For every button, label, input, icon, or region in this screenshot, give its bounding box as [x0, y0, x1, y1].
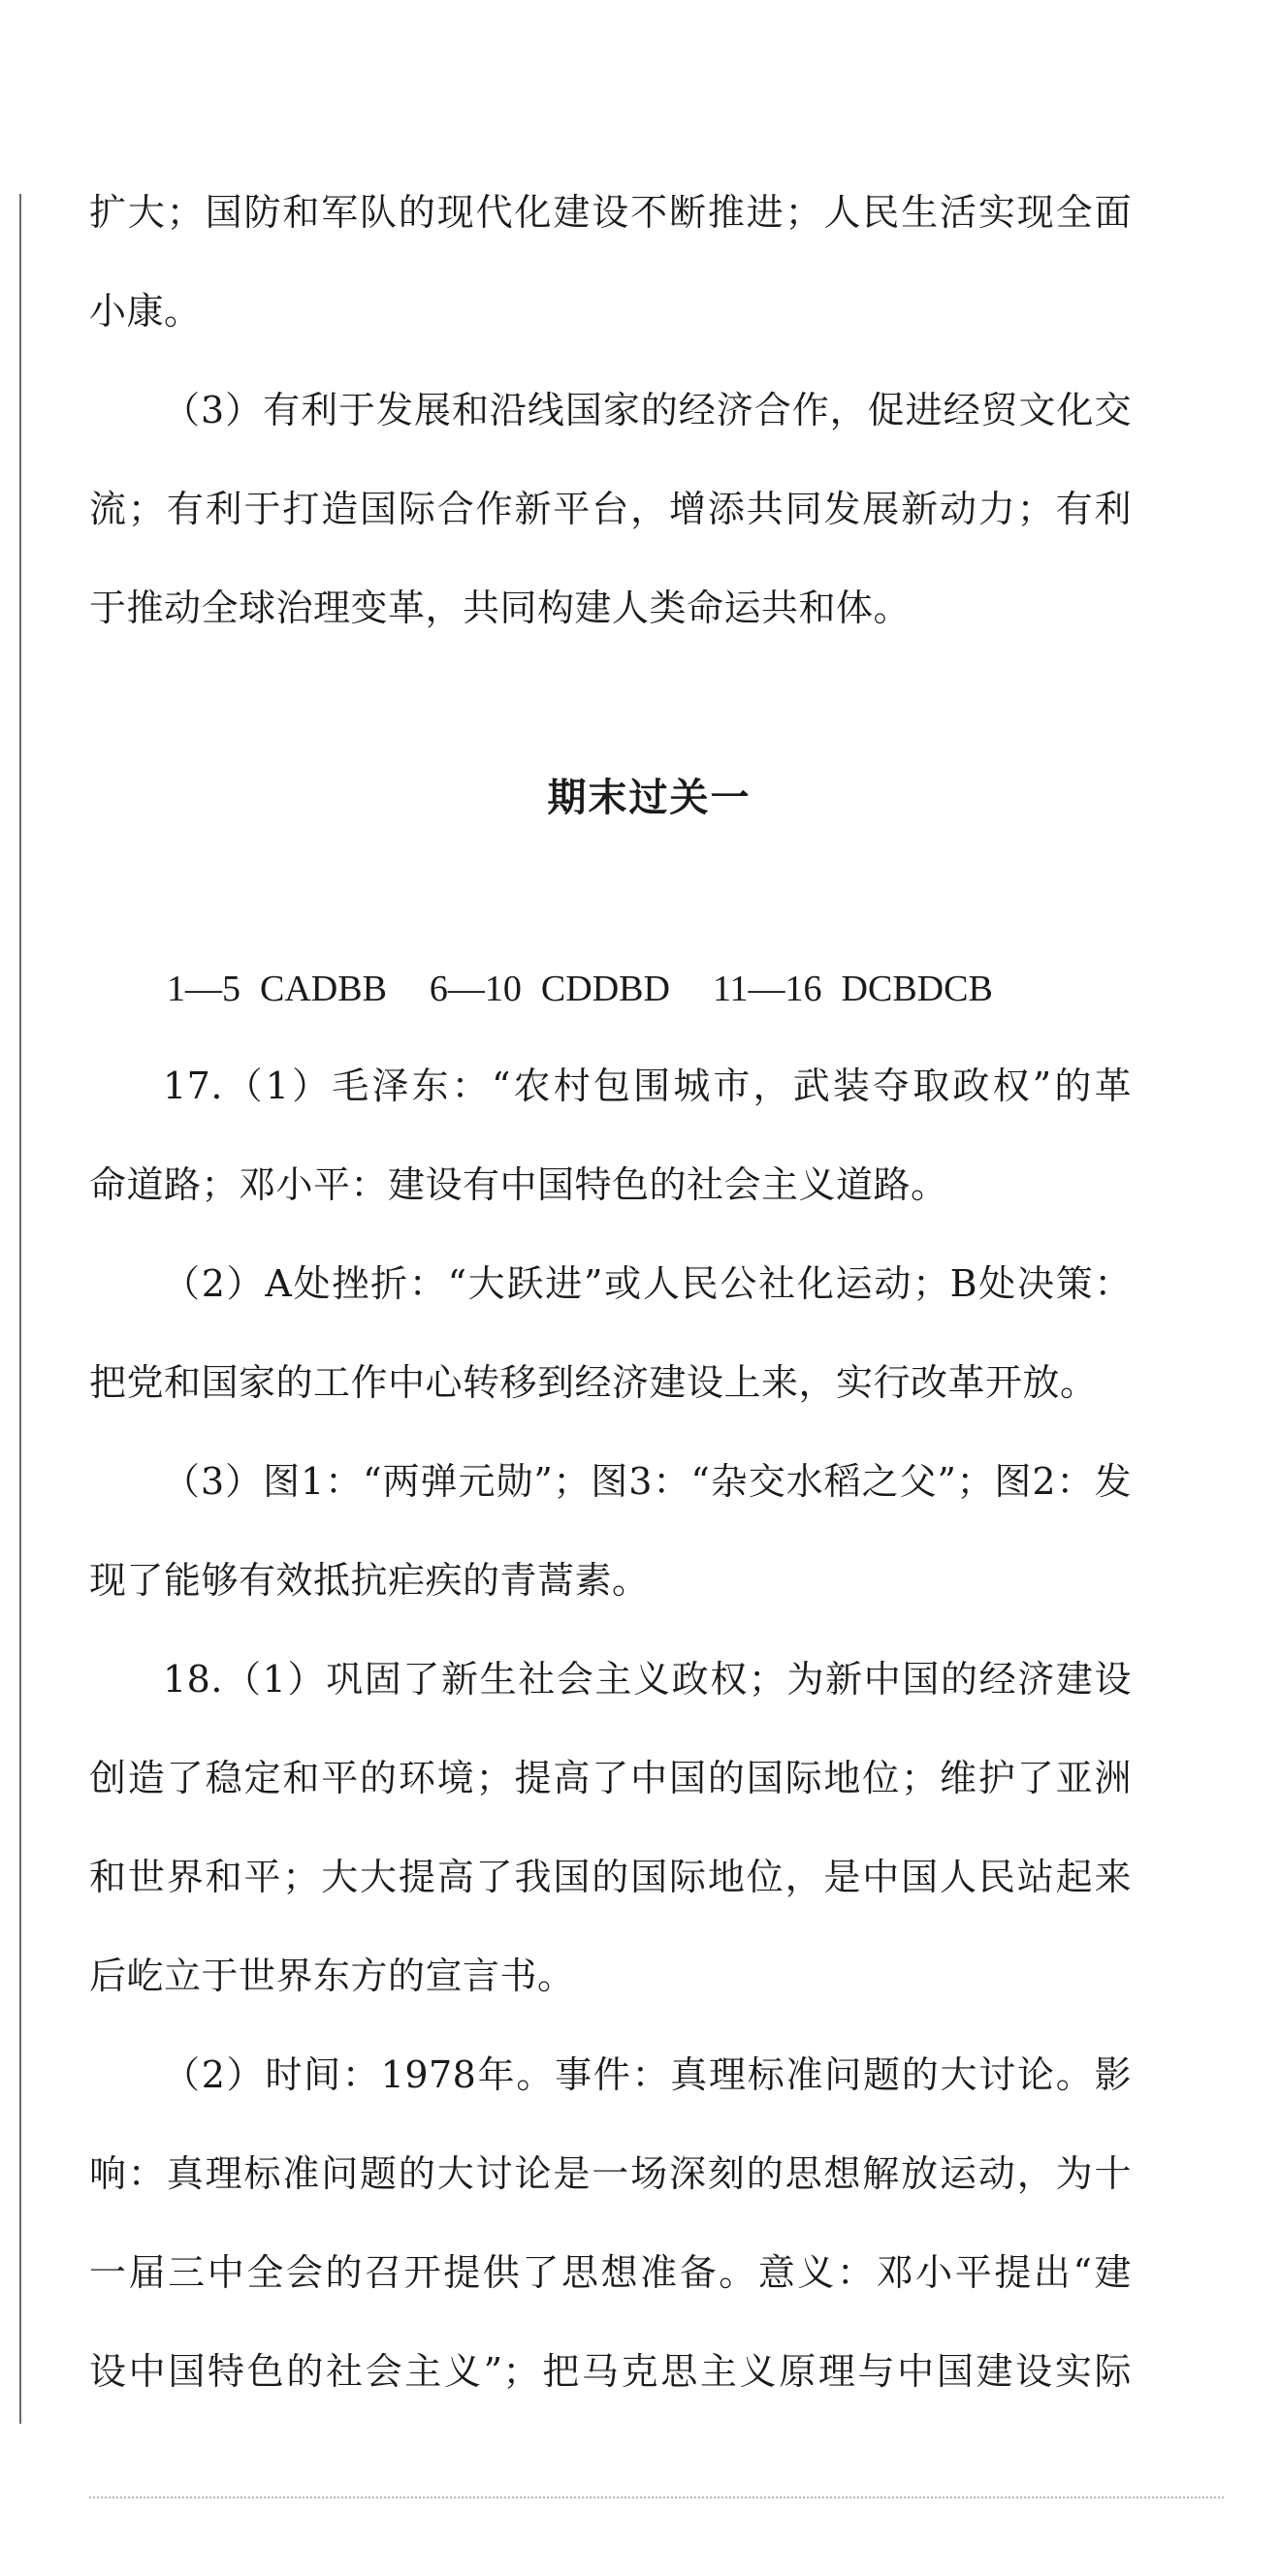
text-line: 把党和国家的工作中心转移到经济建设上来，实行改革开放。	[89, 1361, 1098, 1404]
answer-letters: DCBDCB	[841, 969, 993, 1009]
choice-answers	[167, 965, 993, 1013]
margin-rule	[19, 194, 21, 2424]
text-line: 响：真理标准问题的大讨论是一场深刻的思想解放运动，为十	[89, 2152, 1132, 2195]
text-line: 命道路；邓小平：建设有中国特色的社会主义道路。	[89, 1163, 948, 1206]
answer-range: 11—16	[712, 969, 822, 1009]
text-line: （3）有利于发展和沿线国家的经济合作，促进经贸文化交	[163, 389, 1132, 431]
text-line: （3）图1：“两弹元勋”；图3：“杂交水稻之父”；图2：发	[163, 1460, 1132, 1503]
text-line: 现了能够有效抵抗疟疾的青蒿素。	[89, 1559, 650, 1602]
answer-range: 1—5	[167, 969, 240, 1009]
answer-letters: CADBB	[260, 969, 387, 1009]
text-line: （2）时间：1978年。事件：真理标准问题的大讨论。影	[163, 2053, 1132, 2096]
answer-range: 6—10	[429, 969, 522, 1009]
text-line: 扩大；国防和军队的现代化建设不断推进；人民生活实现全面	[89, 191, 1132, 234]
text-line: 17.（1）毛泽东：“农村包围城市，武装夺取政权”的革	[163, 1065, 1132, 1107]
text-line: 18.（1）巩固了新生社会主义政权；为新中国的经济建设	[163, 1658, 1132, 1701]
answer-letters: CDDBD	[540, 969, 670, 1009]
text-line: （2）A处挫折：“大跃进”或人民公社化运动；B处决策：	[163, 1262, 1132, 1305]
section-title: 期末过关一	[547, 776, 752, 820]
text-line: 流；有利于打造国际合作新平台，增添共同发展新动力；有利	[89, 488, 1132, 530]
text-line: 和世界和平；大大提高了我国的国际地位，是中国人民站起来	[89, 1856, 1132, 1898]
text-line: 后屹立于世界东方的宣言书。	[89, 1955, 575, 1997]
text-line: 于推动全球治理变革，共同构建人类命运共和体。	[89, 587, 912, 629]
text-line: 创造了稳定和平的环境；提高了中国的国际地位；维护了亚洲	[89, 1757, 1132, 1799]
footer-divider	[89, 2496, 1224, 2498]
text-line: 小康。	[89, 290, 202, 333]
text-line: 一届三中全会的召开提供了思想准备。意义：邓小平提出“建	[89, 2251, 1132, 2294]
text-line: 设中国特色的社会主义”；把马克思主义原理与中国建设实际	[89, 2350, 1132, 2393]
